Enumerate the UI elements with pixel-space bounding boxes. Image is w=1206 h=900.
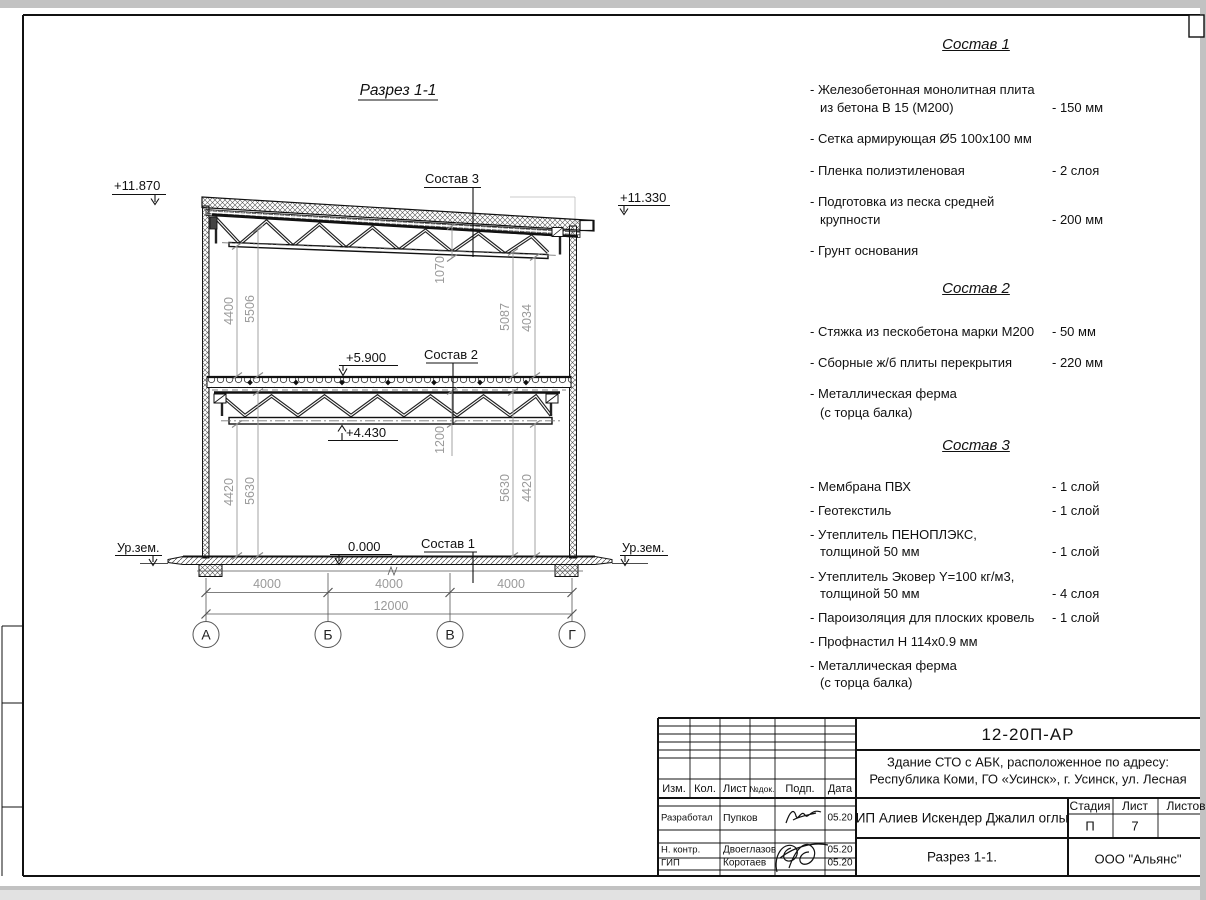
floor-truss [214, 393, 560, 425]
row-name: Коротаев [723, 857, 767, 869]
list-item: - Мембрана ПВХ - 1 слой [810, 479, 1100, 494]
dim-ticks [232, 223, 540, 560]
list-item: - Металлическая ферма (с торца балка) [810, 658, 957, 691]
axis-v: В [445, 626, 455, 643]
list-item: - Профнастил Н 114х0.9 мм [810, 634, 978, 650]
list-item: - Железобетонная монолитная плита из бетона В 15 (М200) - 150 мм [810, 82, 1104, 116]
drawing-title [358, 82, 438, 100]
list-item: - Утеплитель ПЕНОПЛЭКС, толщиной 50 мм - 1 слой [810, 527, 1100, 560]
left-margin-boxes [2, 626, 23, 876]
dim-4420-left: 4420 [222, 478, 236, 506]
axis-a: А [201, 626, 211, 643]
list-item: - Подготовка из песка средней крупности - 200 мм [810, 193, 1104, 227]
axis-g: Г [568, 626, 576, 643]
sheet-title: Разрез 1-1. [926, 849, 998, 865]
col-podp: Подп. [785, 783, 815, 795]
elevation-marks [112, 178, 670, 566]
list-item: - Сборные ж/б плиты перекрытия - 220 мм [810, 355, 1104, 371]
project-name-line1: Здание СТО с АБК, расположенное по адресу: [887, 754, 1169, 770]
row-date: 05.20 [827, 857, 853, 869]
col-ndok: №док. [749, 784, 775, 794]
list-title: Состав 3 [942, 437, 1010, 454]
row-date: 05.20 [827, 844, 853, 856]
dim-5087: 5087 [498, 303, 512, 331]
row-name: Двоеглазов [723, 844, 777, 856]
ground-label-right: Ур.зем. [622, 541, 665, 555]
dim-5506: 5506 [243, 295, 257, 323]
list-item: - Стяжка из пескобетона марки М200 - 50 мм [810, 324, 1096, 339]
ground-label-left: Ур.зем. [117, 541, 160, 555]
list-item: - Сетка армирующая Ø5 100х100 мм [810, 131, 1032, 147]
signature-developer [786, 811, 821, 823]
doc-number: 12-20П-АР [981, 725, 1075, 744]
composition-list-2 [810, 280, 1108, 435]
col-list: Лист [723, 783, 747, 795]
list-item: - Металлическая ферма (с торца балка) [810, 386, 957, 420]
col-data: Дата [827, 783, 853, 795]
elev-floor: +5.900 [346, 350, 387, 365]
dim-5630-right: 5630 [498, 474, 512, 502]
section-title: Разрез 1-1 [359, 82, 437, 99]
signatures [776, 811, 828, 872]
dim-1070: 1070 [433, 256, 447, 284]
list-item: - Пленка полиэтиленовая - 2 слоя [810, 162, 1100, 178]
break-mark [388, 567, 397, 575]
footing-left [199, 565, 222, 577]
sostav1-label: Состав 1 [421, 536, 475, 551]
corner-stamp-box [1189, 15, 1204, 37]
company-name: ООО "Альянс" [1094, 851, 1182, 867]
ground-works [140, 557, 648, 577]
truss-bearing-left [210, 217, 217, 229]
dim-4420-right: 4420 [520, 474, 534, 502]
stage-value: П [1085, 818, 1095, 834]
axis-b: Б [323, 626, 333, 643]
list-item: - Геотекстиль - 1 слой [810, 503, 1100, 519]
sostav3-label: Состав 3 [425, 171, 479, 186]
elev-zero: 0.000 [348, 539, 381, 554]
list-item: - Грунт основания [810, 243, 919, 259]
dim-total: 12000 [373, 599, 409, 613]
list-item: - Утеплитель Эковер Y=100 кг/м3, толщиной 50 мм - 4 слоя [810, 568, 1100, 601]
building-section [140, 197, 648, 577]
stage-label: Стадия [1069, 799, 1111, 813]
list-title: Состав 1 [942, 36, 1010, 53]
footing-right [555, 565, 578, 577]
sheet-label: Лист [1121, 799, 1149, 813]
row-role: ГИП [661, 857, 680, 869]
composition-list-3 [810, 437, 1108, 699]
wall-right [570, 226, 577, 558]
bottom-dimensions [193, 573, 585, 648]
dim-4034: 4034 [520, 304, 534, 332]
elev-roof-right: +11.330 [620, 190, 667, 205]
row-date: 05.20 [827, 812, 853, 824]
composition-list-1 [810, 36, 1108, 273]
elev-truss: +4.430 [346, 425, 387, 440]
list-item: - Пароизоляция для плоских кровель - 1 слой [810, 609, 1100, 625]
row-role: Н. контр. [661, 844, 701, 856]
floor-slab [207, 377, 571, 390]
dim-span-1: 4000 [253, 577, 281, 591]
vertical-dimensions [232, 223, 540, 560]
row-name: Пупков [723, 812, 758, 824]
dim-span-3: 4000 [497, 577, 525, 591]
row-role: Разработал [661, 812, 713, 824]
dim-1200: 1200 [433, 426, 447, 454]
sheets-label: Листов [1166, 799, 1206, 813]
dim-4400: 4400 [222, 297, 236, 325]
sheet-value: 7 [1131, 818, 1139, 834]
dim-span-2: 4000 [375, 577, 403, 591]
dim-5630-left: 5630 [243, 477, 257, 505]
axis-markers [193, 622, 585, 648]
sostav2-label: Состав 2 [424, 347, 478, 362]
client-name: ИП Алиев Искендер Джалил оглы [855, 810, 1069, 826]
roof-end-cap [580, 221, 593, 231]
elev-roof-left: +11.870 [114, 178, 161, 193]
col-kol: Кол. [694, 783, 716, 795]
list-title: Состав 2 [942, 280, 1010, 297]
project-name-line2: Республика Коми, ГО «Усинск», г. Усинск, ул. Лесная [869, 771, 1187, 787]
col-izm: Изм. [662, 783, 686, 795]
